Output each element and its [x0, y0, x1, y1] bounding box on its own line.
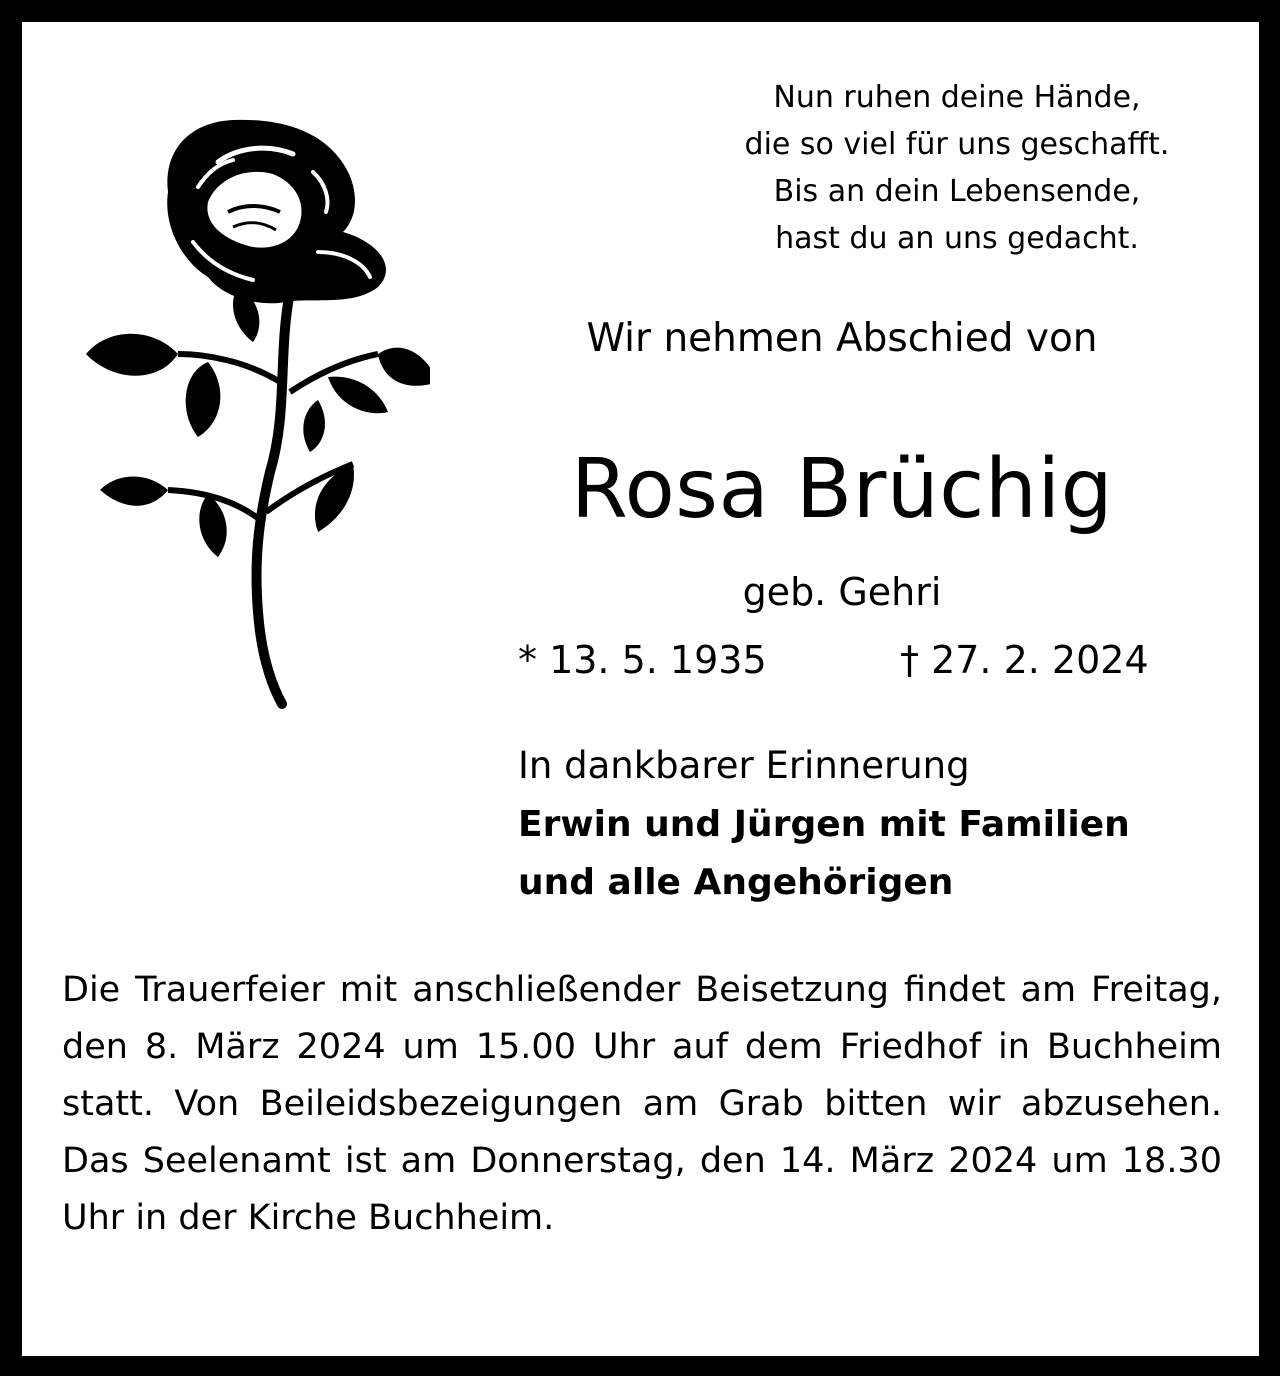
birth-date: * 13. 5. 1935 [518, 638, 767, 682]
poem-line: Bis an dein Lebensende, [773, 174, 1141, 209]
mourners-line: und alle Angehörigen [518, 862, 954, 903]
deceased-name: Rosa Brüchig [570, 442, 1114, 537]
poem [662, 74, 1252, 262]
mourners [518, 796, 1130, 912]
poem-line: Nun ruhen deine Hände, [773, 80, 1141, 115]
poem-line: hast du an uns gedacht. [775, 221, 1139, 256]
death-date: † 27. 2. 2024 [900, 638, 1149, 682]
funeral-notice: Die Trauerfeier mit anschließender Beisetzung findet am Freitag, den 8. März 2024 um 15.00 Uhr auf dem Friedhof in Buchheim statt. Von Beileidsbezeigungen am Grab bitten wir abzusehen. Das Seelenamt ist am Donnerstag, den 14. März 2024 um 18.30 Uhr in der Kirche Buchheim. [62, 970, 1222, 1238]
mourners-line: Erwin und Jürgen mit Familien [518, 804, 1130, 845]
poem-line: die so viel für uns geschafft. [744, 127, 1170, 162]
remembrance-line: In dankbarer Erinnerung [518, 744, 970, 787]
farewell-intro: Wir nehmen Abschied von [586, 316, 1098, 361]
maiden-name: geb. Gehri [742, 570, 942, 614]
rose-icon [58, 92, 430, 712]
obituary-card [22, 22, 1259, 1356]
